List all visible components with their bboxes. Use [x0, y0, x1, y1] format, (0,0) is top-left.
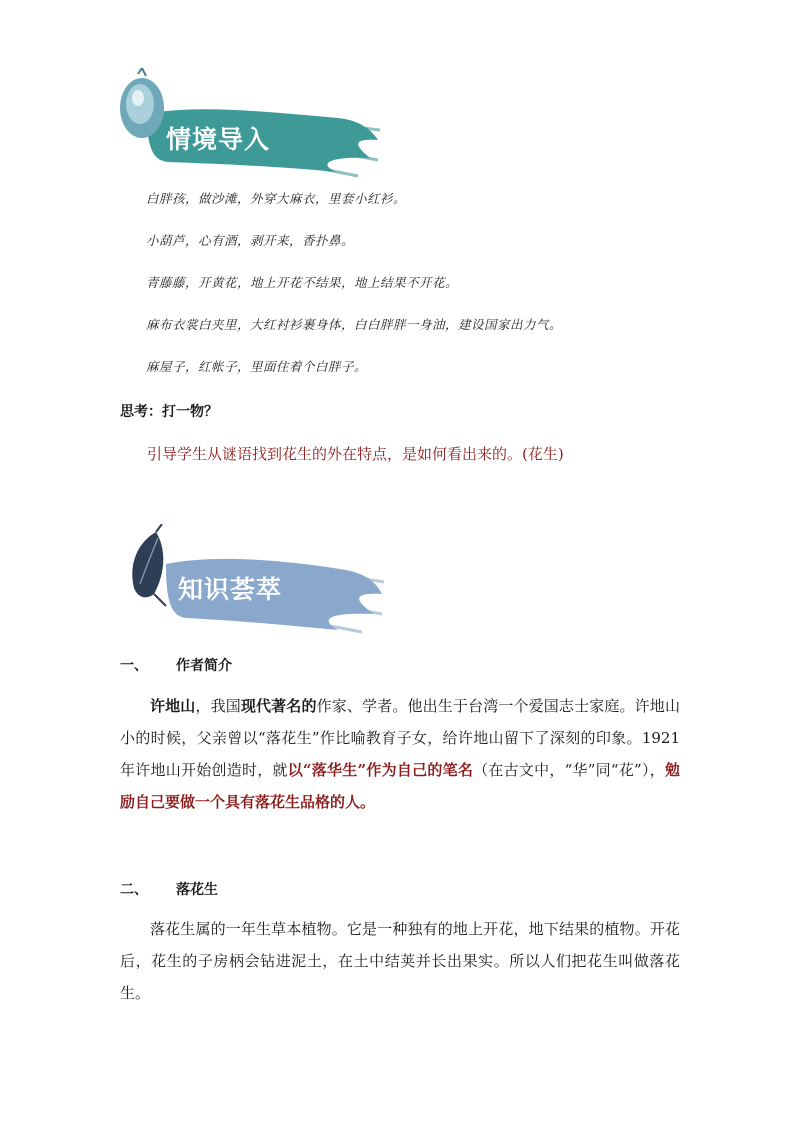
think-question: 思考：打一物？ — [120, 404, 218, 420]
riddle-line-1: 白胖孩，做沙滩，外穿大麻衣，里套小红衫。 — [146, 191, 407, 206]
motto-highlight: 勉励自己要做一个具有落花生品格的人。 — [120, 761, 680, 811]
pen-name-highlight: 以“落华生”作为自己的笔名 — [287, 761, 474, 779]
author-name: 许地山 — [150, 697, 196, 715]
section-banner-1 — [108, 68, 388, 184]
riddle-line-3: 青藤藤，开黄花，地上开花不结果，地上结果不开花。 — [146, 275, 459, 290]
guide-text: 引导学生从谜语找到花生的外在特点，是如何看出来的。(花生) — [147, 445, 564, 463]
heading-title: 作者简介 — [176, 658, 232, 674]
section-title-1: 情境导入 — [166, 125, 271, 154]
peanut-paragraph: 落花生属的一年生草本植物。它是一种独有的地上开花，地下结果的植物。开花后，花生的子房柄会钻进泥土，在土中结荚并长出果实。所以人们把花生叫做落花生。 — [120, 920, 680, 1002]
section-banner-2 — [116, 524, 388, 636]
section-title-2: 知识荟萃 — [178, 575, 283, 604]
heading-title: 落花生 — [176, 882, 218, 898]
riddle-line-4: 麻布衣裳白夹里，大红衬衫裹身体，白白胖胖一身油，建设国家出力气。 — [146, 317, 563, 332]
heading-number: 二、 — [120, 882, 148, 898]
author-intro-paragraph: 许地山，我国现代著名的作家、学者。他出生于台湾一个爱国志士家庭。许地山小的时候，父亲曾以“落花生”作比喻教育子女，给许地山留下了深刻的印象。1921 年许地山开始创造时，就以“落华生”作为自己的笔名（在古文中，“华”同“花”），勉励自己要做一个具有落花生品格的人。 — [120, 697, 680, 811]
heading-number: 一、 — [120, 658, 148, 674]
leaf-icon — [132, 524, 166, 606]
lotus-leaf-icon — [120, 68, 164, 138]
riddle-line-5: 麻屋子，红帐子，里面住着个白胖子。 — [146, 359, 368, 374]
riddle-line-2: 小葫芦，心有酒，剥开来，香扑鼻。 — [146, 233, 355, 248]
